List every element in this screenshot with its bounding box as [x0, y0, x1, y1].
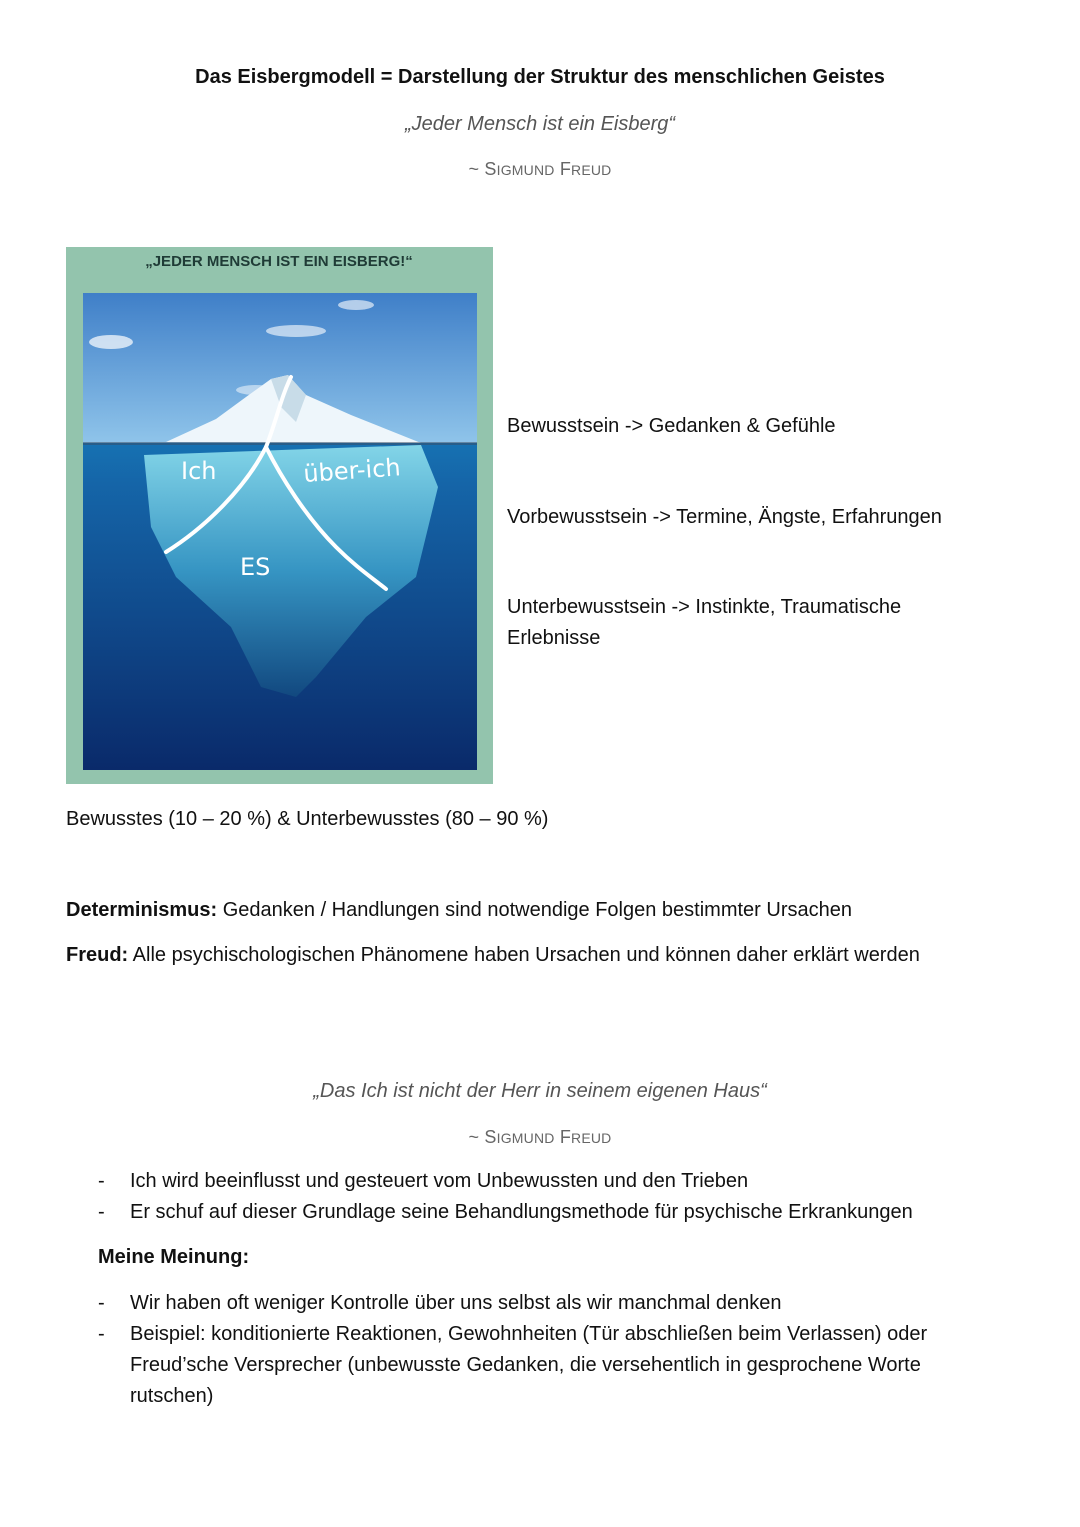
waterline — [83, 442, 477, 445]
definition-freud: Freud: Alle psychischologischen Phänomene haben Ursachen und können daher erklärt werden — [66, 944, 920, 966]
iceberg-illustration — [66, 247, 493, 784]
cloud — [338, 300, 374, 310]
freud-quote-author: ~ SIGMUND FREUD — [468, 1127, 612, 1147]
ratio-text: Bewusstes (10 – 20 %) & Unterbewusstes (80 – 90 %) — [66, 808, 549, 830]
cloud — [266, 325, 326, 337]
header-author: ~ SIGMUND FREUD — [468, 159, 612, 179]
list-item: - Er schuf auf dieser Grundlage seine Behandlungsmethode für psychische Erkrankungen — [98, 1197, 978, 1228]
opinion-list — [98, 1288, 978, 1412]
list-item: - Ich wird beeinflusst und gesteuert vom Unbewussten und den Trieben — [98, 1166, 978, 1197]
list-item: - Wir haben oft weniger Kontrolle über uns selbst als wir manchmal denken — [98, 1288, 978, 1319]
cloud — [89, 335, 133, 349]
iceberg-figure — [66, 247, 493, 784]
layer-conscious: Bewusstsein -> Gedanken & Gefühle — [507, 415, 836, 437]
page-title: Das Eisbergmodell = Darstellung der Struktur des menschlichen Geistes — [195, 66, 885, 88]
layer-preconscious: Vorbewusstsein -> Termine, Ängste, Erfahrungen — [507, 506, 942, 528]
freud-quote: „Das Ich ist nicht der Herr in seinem eigenen Haus“ — [313, 1080, 767, 1102]
opinion-heading: Meine Meinung: — [98, 1246, 250, 1268]
label-ich: Ich — [181, 457, 217, 485]
header-quote: „Jeder Mensch ist ein Eisberg“ — [404, 113, 676, 135]
points-list — [98, 1166, 978, 1228]
list-item: - Beispiel: konditionierte Reaktionen, Gewohnheiten (Tür abschließen beim Verlassen) oder Freud’sche Versprecher (unbewusste Gedanken, die versehentlich in gesprochene Worte rutschen) — [98, 1319, 978, 1412]
label-ueber-ich: über-ich — [302, 453, 402, 488]
layer-unconscious: Unterbewusstsein -> Instinkte, Traumatische Erlebnisse — [507, 596, 902, 649]
figure-caption: „JEDER MENSCH IST EIN EISBERG!“ — [145, 253, 413, 270]
definition-determinism: Determinismus: Gedanken / Handlungen sind notwendige Folgen bestimmter Ursachen — [66, 899, 852, 921]
label-es: ES — [240, 553, 271, 581]
